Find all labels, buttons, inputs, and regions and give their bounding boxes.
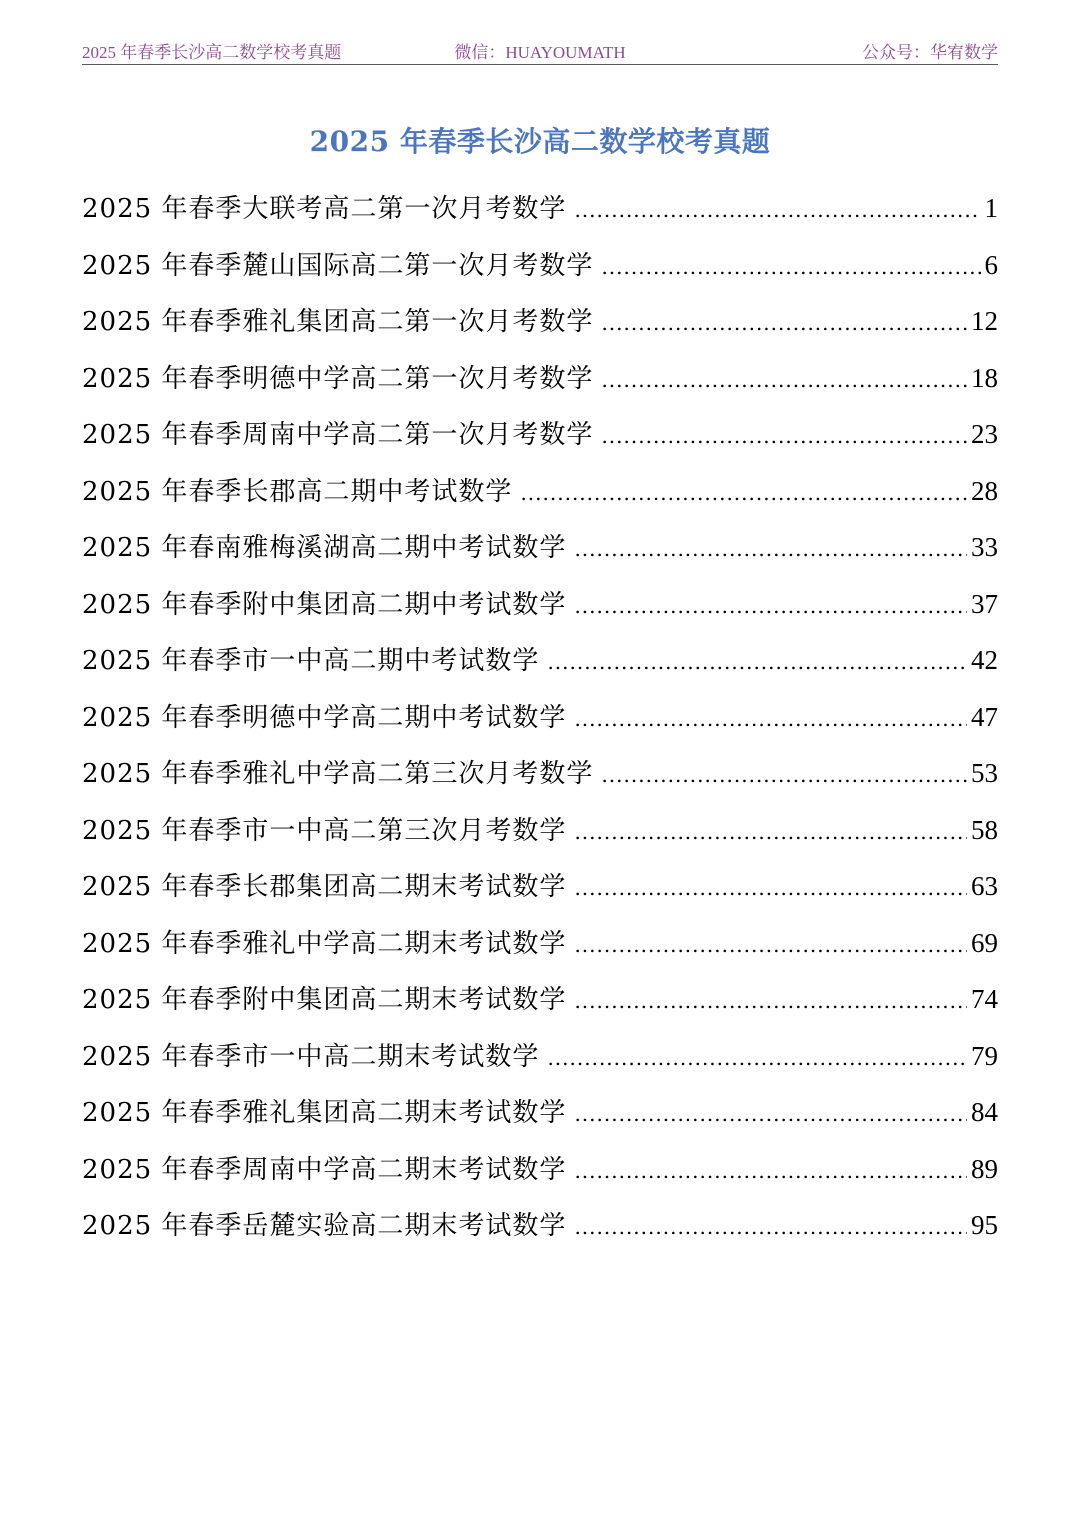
- toc-entry-title: 2025 年春季雅礼集团高二第一次月考数学: [82, 307, 594, 337]
- toc-entry-title: 2025 年春季雅礼中学高二期末考试数学: [82, 928, 567, 959]
- toc-entry-title: 2025 年春季明德中学高二期中考试数学: [82, 702, 567, 733]
- toc-page-number: 63: [971, 871, 998, 901]
- toc-page-number: 12: [971, 306, 998, 336]
- page-header: [82, 38, 998, 65]
- toc-dot-leader: [574, 1092, 967, 1136]
- toc-entry-title: 2025 年春季雅礼集团高二期末考试数学: [82, 1098, 567, 1128]
- toc-entry[interactable]: [82, 469, 998, 526]
- toc-entry[interactable]: [82, 751, 998, 808]
- toc-entry[interactable]: [82, 921, 998, 978]
- toc-dot-leader: [520, 471, 967, 515]
- table-of-contents: [82, 186, 998, 1260]
- toc-entry-title: 2025 年春季附中集团高二期末考试数学: [82, 985, 567, 1015]
- toc-entry[interactable]: [82, 1090, 998, 1147]
- toc-dot-leader: [601, 245, 980, 289]
- header-left-text: 2025 年春季长沙高二数学校考真题: [82, 43, 342, 62]
- toc-dot-leader: [574, 527, 967, 571]
- toc-dot-leader: [574, 188, 980, 232]
- toc-entry[interactable]: [82, 299, 998, 356]
- toc-entry[interactable]: [82, 356, 998, 413]
- toc-page-number: 18: [971, 362, 998, 393]
- toc-dot-leader: [601, 301, 967, 345]
- toc-page-number: 74: [971, 984, 998, 1014]
- header-account-text: 公众号：华宥数学: [862, 43, 998, 62]
- toc-page-number: 79: [971, 1040, 998, 1071]
- toc-entry[interactable]: [82, 864, 998, 921]
- toc-dot-leader: [574, 1205, 967, 1249]
- toc-entry-title: 2025 年春季大联考高二第一次月考数学: [82, 194, 567, 224]
- toc-page-number: 53: [971, 758, 998, 788]
- toc-entry[interactable]: [82, 525, 998, 582]
- toc-entry-title: 2025 年春季市一中高二第三次月考数学: [82, 815, 567, 846]
- toc-dot-leader: [601, 753, 967, 797]
- toc-entry[interactable]: [82, 1203, 998, 1260]
- toc-entry[interactable]: [82, 582, 998, 639]
- toc-dot-leader: [601, 358, 967, 402]
- toc-entry[interactable]: [82, 1147, 998, 1204]
- header-wechat-text: 微信：HUAYOUMATH: [454, 43, 626, 62]
- toc-entry[interactable]: [82, 243, 998, 300]
- toc-entry-title: 2025 年春季附中集团高二期中考试数学: [82, 589, 567, 620]
- toc-entry-title: 2025 年春季周南中学高二第一次月考数学: [82, 420, 594, 450]
- toc-dot-leader: [547, 640, 967, 684]
- toc-dot-leader: [601, 414, 967, 458]
- toc-dot-leader: [547, 1036, 967, 1080]
- toc-page-number: 95: [971, 1210, 998, 1240]
- toc-page-number: 84: [971, 1097, 998, 1127]
- toc-dot-leader: [574, 810, 967, 854]
- document-title: 2025 年春季长沙高二数学校考真题: [309, 125, 771, 158]
- toc-page-number: 1: [984, 193, 998, 223]
- toc-dot-leader: [574, 979, 967, 1023]
- toc-entry[interactable]: [82, 412, 998, 469]
- toc-page-number: 47: [971, 701, 998, 732]
- toc-entry[interactable]: [82, 695, 998, 752]
- toc-page-number: 42: [971, 645, 998, 675]
- toc-page-number: 89: [971, 1153, 998, 1184]
- toc-entry-title: 2025 年春季长郡集团高二期末考试数学: [82, 872, 567, 902]
- toc-entry-title: 2025 年春南雅梅溪湖高二期中考试数学: [82, 533, 567, 563]
- toc-entry[interactable]: [82, 638, 998, 695]
- toc-entry[interactable]: [82, 808, 998, 865]
- toc-entry-title: 2025 年春季岳麓实验高二期末考试数学: [82, 1211, 567, 1241]
- toc-page-number: 37: [971, 588, 998, 619]
- toc-entry-title: 2025 年春季市一中高二期中考试数学: [82, 646, 540, 676]
- toc-dot-leader: [574, 584, 967, 628]
- toc-entry-title: 2025 年春季明德中学高二第一次月考数学: [82, 363, 594, 394]
- toc-page-number: 69: [971, 927, 998, 958]
- toc-entry-title: 2025 年春季雅礼中学高二第三次月考数学: [82, 759, 594, 789]
- toc-page-number: 58: [971, 814, 998, 845]
- toc-page-number: 33: [971, 532, 998, 562]
- toc-entry[interactable]: [82, 1034, 998, 1091]
- toc-dot-leader: [574, 866, 967, 910]
- toc-entry[interactable]: [82, 186, 998, 243]
- toc-entry[interactable]: [82, 977, 998, 1034]
- toc-entry-title: 2025 年春季麓山国际高二第一次月考数学: [82, 250, 594, 281]
- toc-dot-leader: [574, 697, 967, 741]
- toc-page-number: 6: [984, 249, 998, 280]
- toc-page-number: 23: [971, 419, 998, 449]
- toc-entry-title: 2025 年春季市一中高二期末考试数学: [82, 1041, 540, 1072]
- toc-page-number: 28: [971, 475, 998, 506]
- toc-dot-leader: [574, 923, 967, 967]
- toc-entry-title: 2025 年春季长郡高二期中考试数学: [82, 476, 513, 507]
- toc-entry-title: 2025 年春季周南中学高二期末考试数学: [82, 1154, 567, 1185]
- toc-dot-leader: [574, 1149, 967, 1193]
